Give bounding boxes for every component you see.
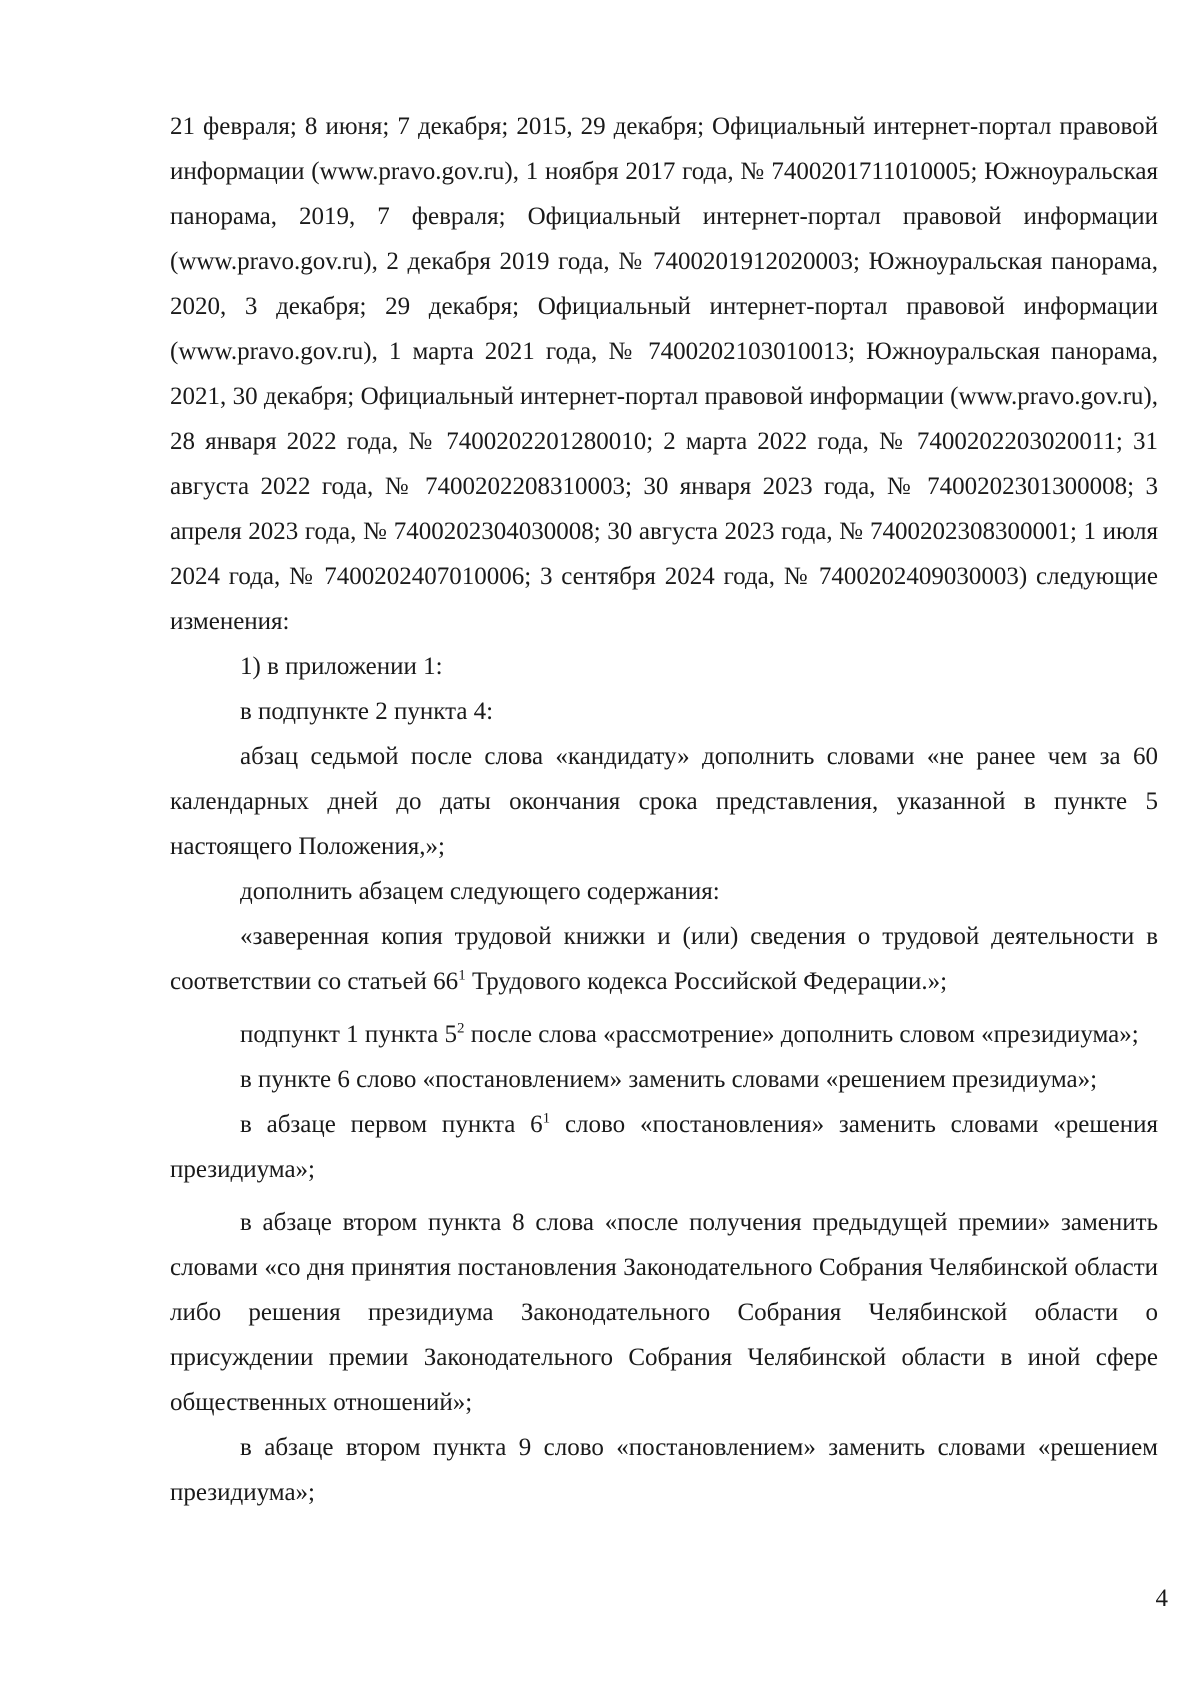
paragraph-text: Трудового кодекса Российской Федерации.»; [465,968,948,995]
document-body [170,104,1158,1515]
paragraph-labor-book-copy [170,914,1158,1004]
paragraph-point-8: в абзаце втором пункта 8 слова «после получения предыдущей премии» заменить словами «со дня принятия постановления Законодательного Собрания Челябинской области либо решения президиума Законодательного Собрания Челябинской области о присуждении премии Законодательного Собрания Челябинской области в иной сфере общественных отношений»; [170,1209,1158,1416]
paragraph-text: «заверенная копия трудовой книжки и (или) сведения о трудовой деятельности в соответствии со статьей 66 [170,923,1158,995]
superscript-number: 1 [542,1110,551,1127]
paragraph-point-6-1 [170,1102,1158,1192]
page-number: 4 [1155,1585,1168,1612]
paragraph-subitem-1-point-5-2 [170,1012,1158,1057]
superscript-number: 2 [457,1020,465,1037]
paragraph-point-6: в пункте 6 слово «постановлением» заменить словами «решением президиума»; [240,1066,1098,1093]
paragraph-item-1: 1) в приложении 1: [240,653,443,680]
paragraph-subitem-2-point-4: в подпункте 2 пункта 4: [240,698,494,725]
paragraph-sources-list: 21 февраля; 8 июня; 7 декабря; 2015, 29 декабря; Официальный интернет-портал правовой информации (www.pravo.gov.ru), 1 ноября 2017 года, № 7400201711010005; Южноуральская панорама, 2019, 7 февраля; Официальный интернет-портал правовой информации (www.pravo.gov.ru), 2 декабря 2019 года, № 7400201912020003; Южноуральская панорама, 2020, 3 декабря; 29 декабря; Официальный интернет-портал правовой информации (www.pravo.gov.ru), 1 марта 2021 года, № 7400202103010013; Южноуральская панорама, 2021, 30 декабря; Официальный интернет-портал правовой информации (www.pravo.gov.ru), 28 января 2022 года, № 7400202201280010; 2 марта 2022 года, № 7400202203020011; 31 августа 2022 года, № 7400202208310003; 30 января 2023 года, № 7400202301300008; 3 апреля 2023 года, № 7400202304030008; 30 августа 2023 года, № 7400202308300001; 1 июля 2024 года, № 7400202407010006; 3 сентября 2024 года, № 7400202409030003) следующие изменения: [170,113,1158,635]
paragraph-text: после слова «рассмотрение» дополнить словом «президиума»; [464,1021,1139,1048]
paragraph-add-abzac: дополнить абзацем следующего содержания: [240,878,720,905]
paragraph-point-9: в абзаце втором пункта 9 слово «постановлением» заменить словами «решением президиума»; [170,1434,1158,1506]
paragraph-text: в абзаце первом пункта 6 [240,1111,543,1138]
paragraph-text: подпункт 1 пункта 5 [240,1021,458,1048]
paragraph-text: слово «постановления» заменить словами «решения президиума»; [170,1111,1159,1183]
superscript-number: 1 [458,967,466,984]
paragraph-seventh-abzac-change: абзац седьмой после слова «кандидату» дополнить словами «не ранее чем за 60 календарных дней до даты окончания срока представления, указанной в пункте 5 настоящего Положения,»; [170,743,1158,860]
